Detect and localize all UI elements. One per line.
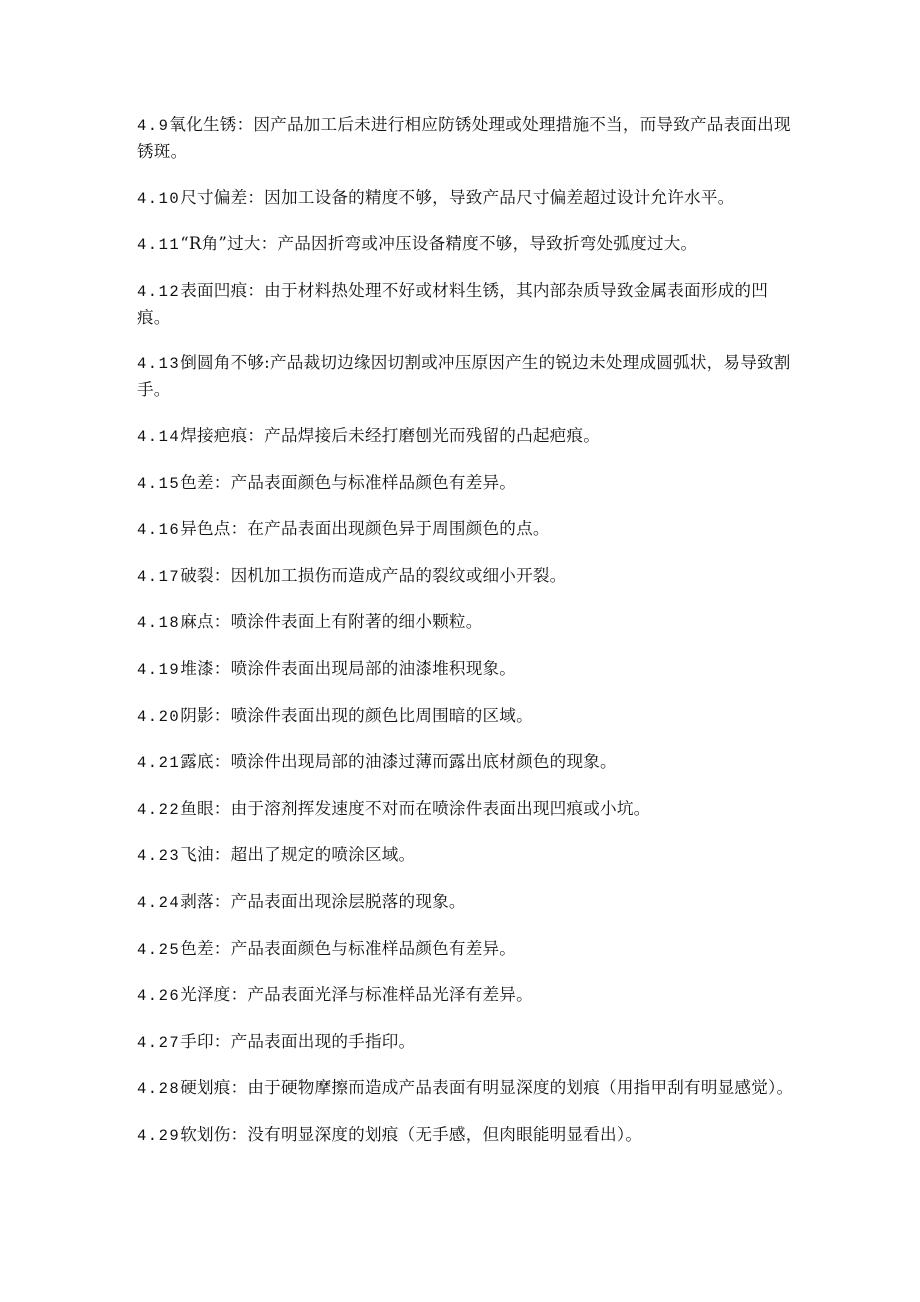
clause-text: 异色点：在产品表面出现颜色异于周围颜色的点。 [180, 519, 550, 539]
clause-text: 软划伤：没有明显深度的划痕（无手感，但肉眼能明显看出）。 [180, 1124, 643, 1144]
paragraph-4-14 [137, 423, 797, 450]
paragraph-4-22 [137, 796, 797, 823]
clause-number: 4.20 [137, 707, 181, 726]
clause-text: 鱼眼：由于溶剂挥发速度不对而在喷涂件表面出现凹痕或小坑。 [180, 798, 651, 818]
paragraph-4-10 [137, 185, 797, 212]
clause-number: 4.27 [137, 1033, 181, 1052]
clause-number: 4.26 [137, 987, 181, 1006]
paragraph-4-17 [137, 563, 797, 590]
clause-number: 4.10 [137, 189, 181, 208]
paragraph-4-28 [137, 1075, 797, 1102]
clause-number: 4.29 [137, 1126, 181, 1145]
paragraph-4-26 [137, 982, 797, 1009]
clause-number: 4.28 [137, 1080, 181, 1099]
paragraph-4-27 [137, 1029, 797, 1056]
clause-text: 光泽度：产品表面光泽与标准样品光泽有差异。 [180, 985, 533, 1005]
clause-text: 破裂：因机加工损伤而造成产品的裂纹或细小开裂。 [180, 565, 567, 585]
paragraph-4-12 [137, 278, 797, 331]
document-body [137, 112, 797, 1168]
clause-text: 色差：产品表面颜色与标准样品颜色有差异。 [180, 938, 517, 958]
clause-text: 剥落：产品表面出现涂层脱落的现象。 [180, 891, 466, 911]
clause-number: 4.15 [137, 474, 181, 493]
paragraph-4-25 [137, 936, 797, 963]
clause-number: 4.13 [137, 355, 181, 374]
clause-text: 倒圆角不够:产品裁切边缘因切割或冲压原因产生的锐边未处理成圆弧状，易导致割手。 [137, 353, 791, 400]
clause-text: “R角”过大：产品因折弯或冲压设备精度不够，导致折弯处弧度过大。 [180, 234, 698, 254]
clause-text: 麻点：喷涂件表面上有附著的细小颗粒。 [180, 612, 483, 632]
clause-number: 4.14 [137, 427, 181, 446]
clause-text: 手印：产品表面出现的手指印。 [180, 1031, 416, 1051]
paragraph-4-13 [137, 350, 797, 403]
clause-number: 4.17 [137, 567, 181, 586]
clause-text: 飞油：超出了规定的喷涂区域。 [180, 845, 416, 865]
paragraph-4-20 [137, 703, 797, 730]
clause-text: 露底：喷涂件出现局部的油漆过薄而露出底材颜色的现象。 [180, 752, 617, 772]
clause-number: 4.9 [137, 117, 170, 135]
clause-text: 硬划痕：由于硬物摩擦而造成产品表面有明显深度的划痕（用指甲刮有明显感觉）。 [180, 1078, 794, 1098]
clause-number: 4.11 [137, 236, 181, 255]
clause-number: 4.16 [137, 521, 181, 540]
clause-text: 氧化生锈：因产品加工后未进行相应防锈处理或处理措施不当，而导致产品表面出现锈斑。 [137, 115, 791, 161]
paragraph-4-11 [137, 231, 797, 258]
paragraph-4-24 [137, 889, 797, 916]
clause-text: 表面凹痕：由于材料热处理不好或材料生锈，其内部杂质导致金属表面形成的凹痕。 [137, 280, 768, 327]
paragraph-4-16 [137, 516, 797, 543]
paragraph-4-29 [137, 1122, 797, 1149]
clause-text: 堆漆：喷涂件表面出现局部的油漆堆积现象。 [180, 658, 517, 678]
paragraph-4-18 [137, 609, 797, 636]
clause-number: 4.24 [137, 893, 181, 912]
clause-number: 4.23 [137, 847, 181, 866]
clause-text: 焊接疤痕：产品焊接后未经打磨刨光而残留的凸起疤痕。 [180, 425, 601, 445]
clause-number: 4.12 [137, 282, 181, 301]
clause-number: 4.19 [137, 660, 181, 679]
clause-number: 4.25 [137, 940, 181, 959]
clause-text: 色差：产品表面颜色与标准样品颜色有差异。 [180, 472, 517, 492]
clause-text: 阴影：喷涂件表面出现的颜色比周围暗的区域。 [180, 705, 533, 725]
clause-number: 4.22 [137, 800, 181, 819]
paragraph-4-23 [137, 842, 797, 869]
paragraph-4-15 [137, 470, 797, 497]
paragraph-4-9 [137, 112, 797, 165]
clause-number: 4.18 [137, 614, 181, 633]
clause-text: 尺寸偏差：因加工设备的精度不够，导致产品尺寸偏差超过设计允许水平。 [180, 187, 735, 207]
clause-number: 4.21 [137, 754, 181, 773]
paragraph-4-21 [137, 749, 797, 776]
paragraph-4-19 [137, 656, 797, 683]
